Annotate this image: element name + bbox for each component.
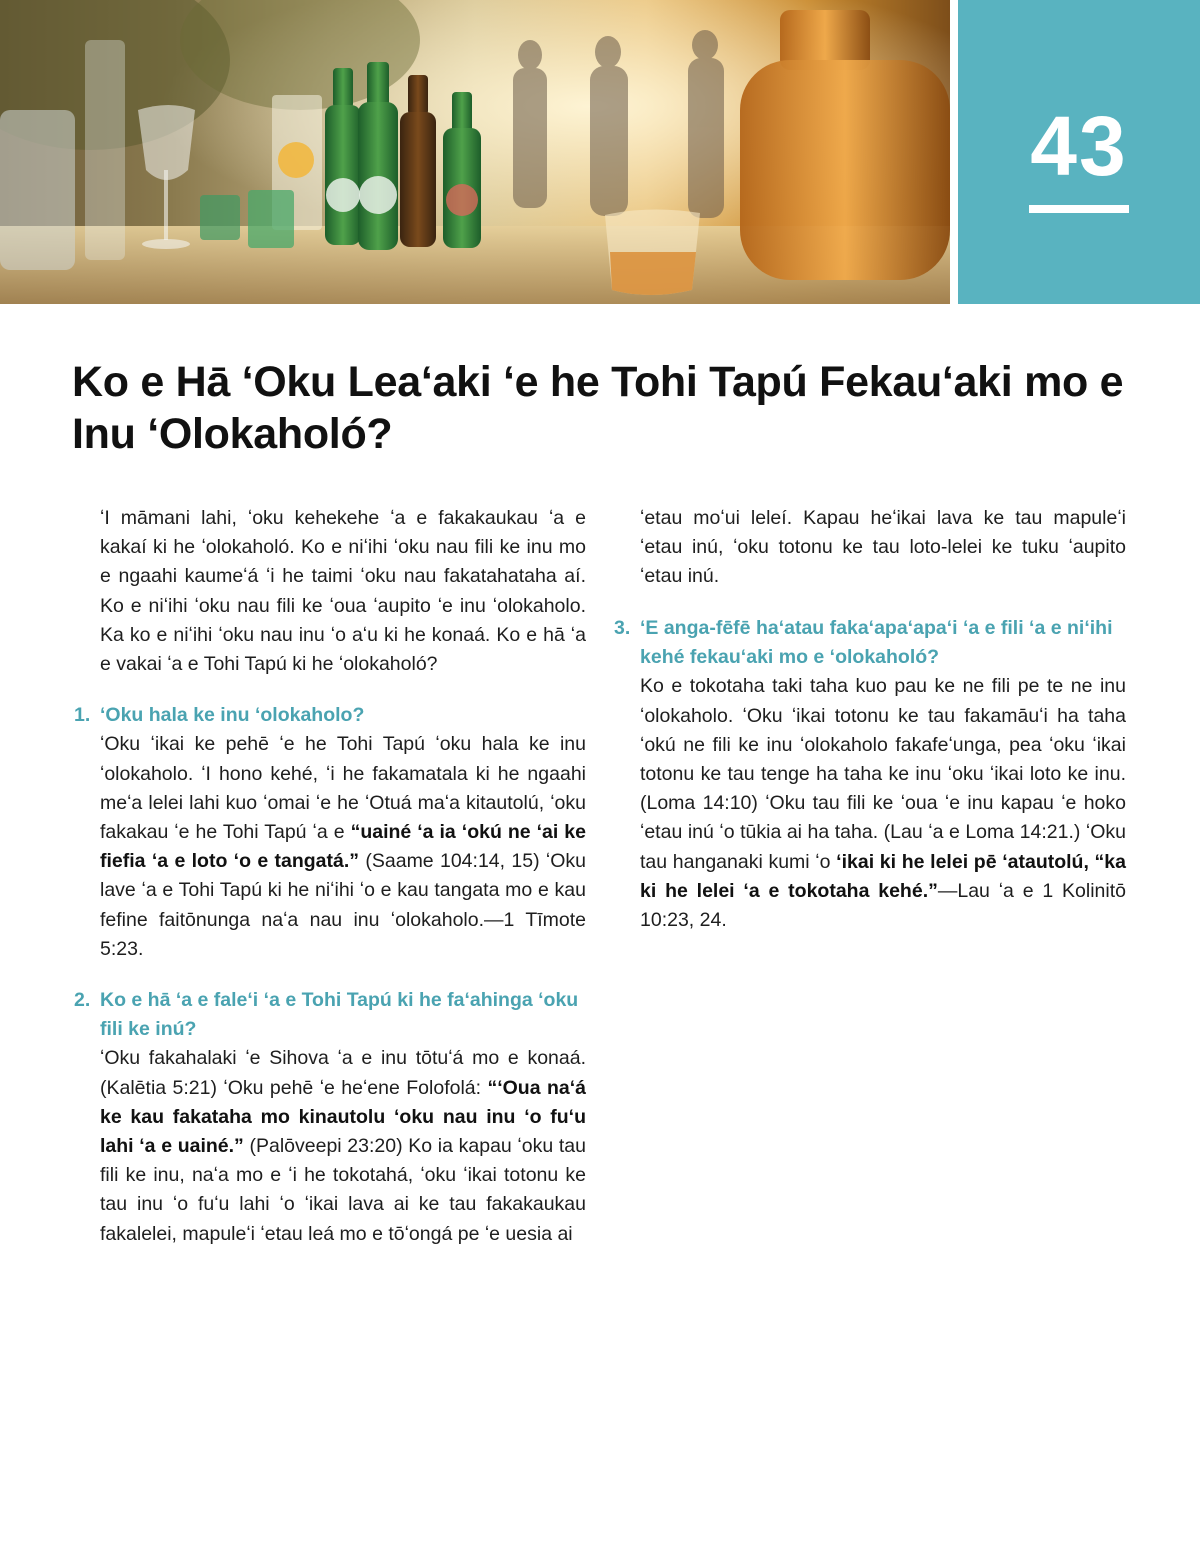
hero-illustration bbox=[0, 0, 950, 304]
answer-3-text-a: Ko e tokotaha taki taha kuo pau ke ne fili pe te ne inu ʻolokaholo. ʻOku ʻikai totonu ke tau fakamāuʻi ha taha ʻokú ne fili ke inu ʻolokaholo fakafeʻunga, pea ʻoku ʻikai totonu ke tau tenge ha taha ke inu ʻoku ʻikai loto ke inu. (Loma 14:10) ʻOku tau fili ke ʻoua ʻe inu kapau ʻe hoko ʻetau inú ʻo tūkia ai ha taha. (Lau ʻa e Loma 14:21.) ʻOku tau hanganaki kumi ʻo bbox=[640, 675, 1126, 873]
answer-2-paragraph bbox=[74, 1044, 586, 1248]
question-3 bbox=[614, 614, 1126, 672]
answer-2-continuation-text: ʻetau moʻui leleí. Kapau heʻikai lava ke tau mapuleʻi ʻetau inú, ʻoku totonu ke tau loto-lelei ke tuku ʻaupito ʻetau inú. bbox=[640, 507, 1126, 588]
answer-1-text-a: ʻOku ʻikai ke pehē ʻe he Tohi Tapú ʻoku hala ke inu ʻolokaholo. ʻI hono kehé, ʻi he fakamatala ki he ngaahi meʻa lelei lahi kuo ʻomai ʻe he ʻOtuá maʻa kitautolú, ʻoku fakakau ʻe he Tohi Tapú ʻa e bbox=[100, 733, 586, 844]
question-1-text: ʻOku hala ke inu ʻolokaholo? bbox=[100, 704, 365, 727]
question-2-number: 2. bbox=[74, 989, 91, 1012]
answer-2-quote: “ʻOua naʻá ke kau fakataha mo kinautolu ʻoku nau inu ʻo fuʻu lahi ʻa e uainé.” bbox=[100, 1076, 586, 1158]
question-1 bbox=[74, 701, 586, 730]
answer-2-text-a: ʻOku fakahalaki ʻe Sihova ʻa e inu tōtuʻá mo e konaá. (Kalētia 5:21) ʻOku pehē ʻe heʻene Folofolá: bbox=[100, 1047, 586, 1099]
answer-1-paragraph bbox=[74, 730, 586, 964]
left-column bbox=[74, 504, 586, 1249]
answer-1-quote: “uainé ʻa ia ʻokú ne ʻai ke fiefia ʻa e loto ʻo e tangatá.” bbox=[100, 821, 586, 873]
right-column bbox=[614, 614, 1126, 935]
chapter-number-rule bbox=[1029, 205, 1129, 213]
answer-2-continuation bbox=[614, 504, 1126, 592]
answer-2-text-c: (Palōveepi 23:20) Ko ia kapau ʻoku tau fili ke inu, naʻa mo e ʻi he tokotahá, ʻoku ʻikai totonu ke tau inu ʻo fuʻu lahi ʻo ʻikai lava ai ke tau fakakaukau fakalelei, mapuleʻi ʻetau leá mo e tōʻongá pe ʻe uesia ai bbox=[100, 1135, 586, 1245]
answer-3-text-c: —Lau ʻa e 1 Kolinitō 10:23, 24. bbox=[640, 879, 1126, 932]
question-2-text: Ko e hā ʻa e faleʻi ʻa e Tohi Tapú ki he faʻahinga ʻoku fili ke inú? bbox=[100, 989, 579, 1041]
answer-1-text-c: (Saame 104:14, 15) ʻOku lave ʻa e Tohi Tapú ki he niʻihi ʻo e kau tangata mo e kau fefine faitōnunga naʻa nau inu ʻolokaholo.—1 Tīmote 5:23. bbox=[100, 850, 586, 960]
chapter-number: 43 bbox=[1030, 99, 1128, 193]
question-3-number: 3. bbox=[614, 617, 631, 639]
question-3-text: ʻE anga-fēfē haʻatau fakaʻapaʻapaʻi ʻa e fili ʻa e niʻihi kehé fekauʻaki mo e ʻolokaholó? bbox=[640, 617, 1113, 669]
intro-paragraph: ʻI māmani lahi, ʻoku kehekehe ʻa e fakakaukau ʻa e kakaí ki he ʻolokaholó. Ko e niʻihi ʻoku nau fili ke inu mo e ngaahi kaumeʻá ʻi he taimi ʻoku nau fakatahataha aí. Ko e niʻihi ʻoku nau fili ke ʻoua ʻaupito ʻe inu ʻolokaholo. Ka ko e niʻihi ʻoku nau inu ʻo aʻu ki he konaá. Ko e hā ʻa e vakai ʻa e Tohi Tapú ki he ʻolokaholó? bbox=[100, 507, 586, 676]
question-2 bbox=[74, 986, 586, 1044]
answer-3-paragraph bbox=[614, 672, 1126, 935]
question-1-number: 1. bbox=[74, 704, 91, 727]
answer-3-quote: ʻikai ki he lelei pē ʻatautolú, “ka ki he lelei ʻa e tokotaha kehé.” bbox=[640, 850, 1127, 902]
right-column-continuation bbox=[614, 504, 1126, 614]
hero-photo bbox=[0, 0, 950, 304]
chapter-number-panel bbox=[958, 0, 1200, 304]
page-title: Ko e Hā ʻOku Leaʻaki ʻe he Tohi Tapú Fekauʻaki mo e Inu ʻOlokaholó? bbox=[72, 358, 1124, 458]
